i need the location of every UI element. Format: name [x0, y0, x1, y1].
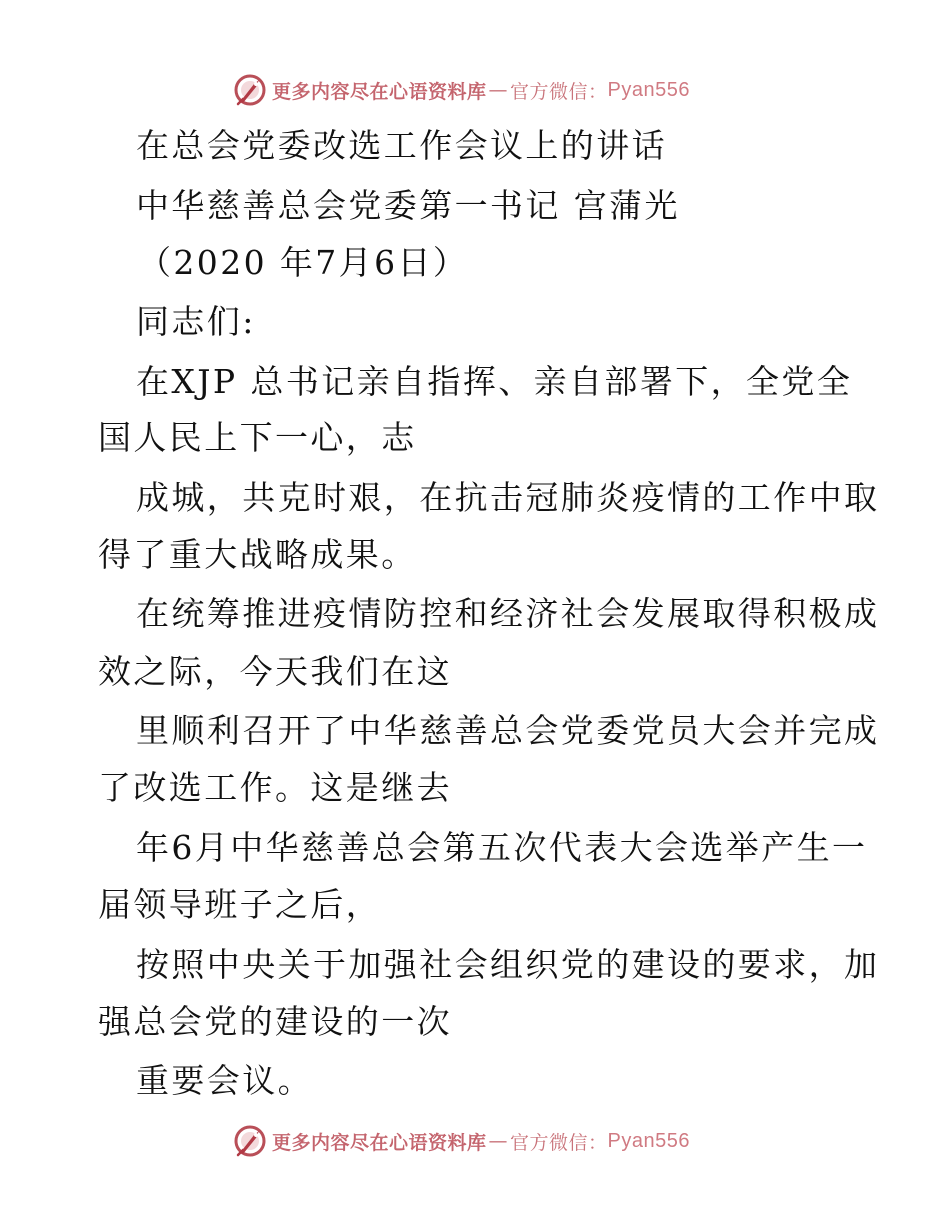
paragraph-line: 效之际，今天我们在这 — [98, 652, 452, 691]
watermark-brand-text: 更多内容尽在心语资料库 — [272, 1131, 487, 1154]
paragraph-line: 里顺利召开了中华慈善总会党委党员大会并完成 — [136, 711, 880, 750]
author-line: 中华慈善总会党委第一书记 宫蒲光 — [136, 186, 680, 225]
quill-pen-logo-icon — [232, 1123, 268, 1159]
paragraph-line: 得了重大战略成果。 — [98, 535, 417, 574]
date-line: （2020 年7月6日） — [138, 243, 469, 282]
watermark-dash: — — [488, 79, 509, 101]
watermark-dash: — — [488, 1130, 509, 1152]
paragraph-line: 成城，共克时艰，在抗击冠肺炎疫情的工作中取 — [136, 478, 880, 517]
footer-watermark — [232, 1121, 690, 1161]
watermark-wechat-label: 官方微信： — [510, 80, 608, 103]
watermark-wechat-id: Pyan556 — [607, 78, 690, 101]
paragraph-line: 强总会党的建设的一次 — [98, 1002, 452, 1041]
paragraph-line: 国人民上下一心，志 — [98, 418, 417, 457]
paragraph-line: 年6月中华慈善总会第五次代表大会选举产生一 — [136, 828, 868, 867]
watermark-wechat-id: Pyan556 — [607, 1129, 690, 1152]
quill-pen-logo-icon — [232, 72, 268, 108]
watermark-brand-text: 更多内容尽在心语资料库 — [272, 80, 487, 103]
header-watermark — [232, 70, 690, 110]
paragraph-line: 在统筹推进疫情防控和经济社会发展取得积极成 — [136, 594, 880, 633]
paragraph-line: 在XJP 总书记亲自指挥、亲自部署下，全党全 — [136, 362, 853, 401]
document-title: 在总会党委改选工作会议上的讲话 — [136, 126, 667, 165]
watermark-wechat-label: 官方微信： — [510, 1131, 608, 1154]
paragraph-line: 届领导班子之后， — [98, 885, 382, 924]
paragraph-line: 重要会议。 — [136, 1061, 313, 1100]
salutation: 同志们: — [136, 302, 256, 341]
paragraph-line: 按照中央关于加强社会组织党的建设的要求，加 — [136, 945, 880, 984]
paragraph-line: 了改选工作。这是继去 — [98, 768, 452, 807]
